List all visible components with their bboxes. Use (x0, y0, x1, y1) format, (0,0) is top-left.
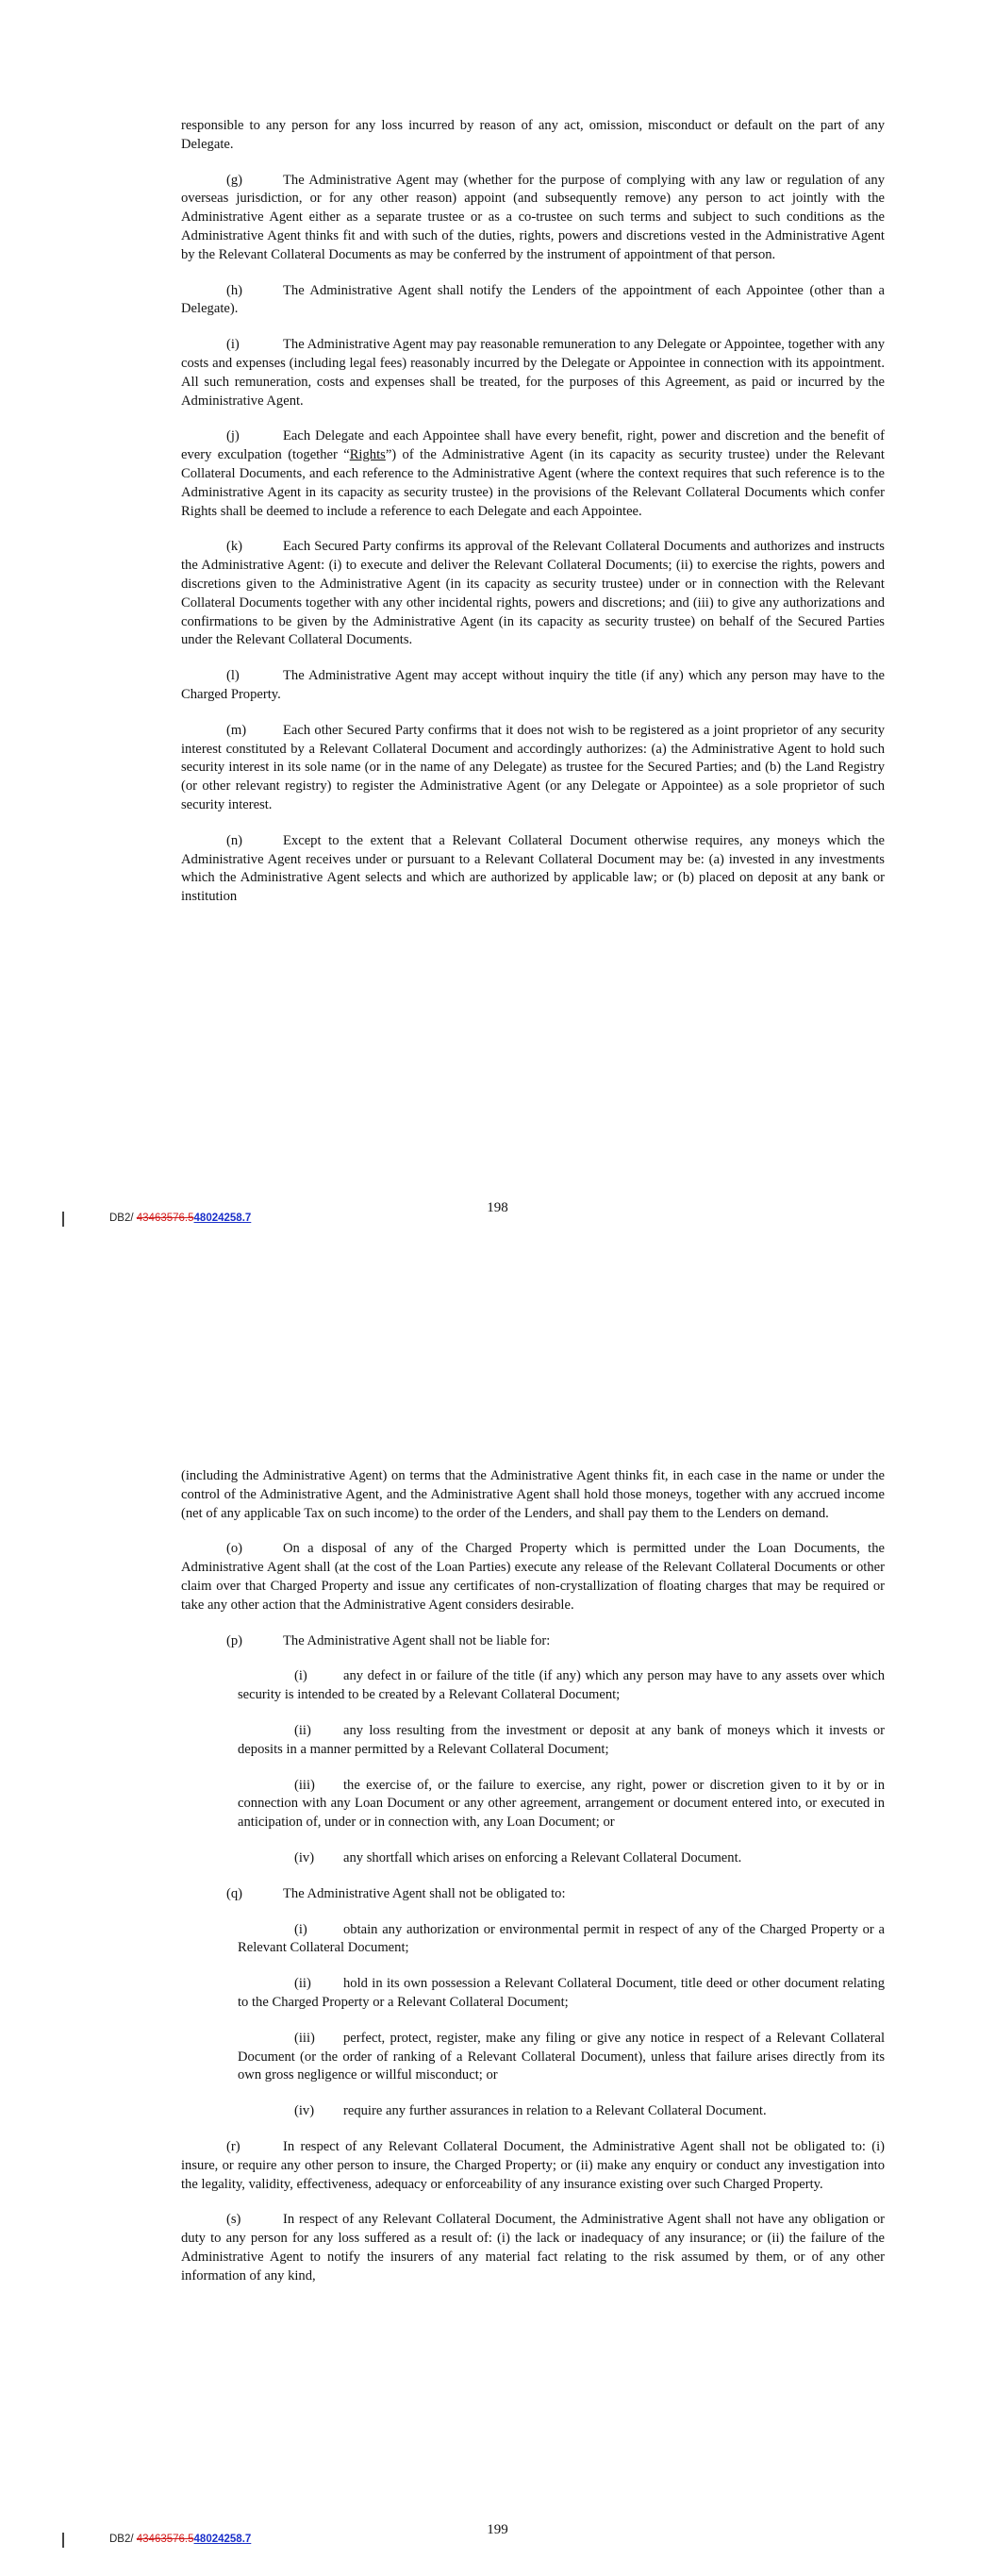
paragraph-q-iv (181, 2102, 885, 2121)
doc-id-old: 43463576.5 (136, 1213, 194, 1224)
paragraph-q-ii (181, 1975, 885, 2013)
paragraph-h (181, 282, 885, 320)
clause-text: The Administrative Agent may accept without inquiry the title (if any) which any person may have to the Charged Property. (181, 668, 885, 702)
paragraph-q-iii (181, 2030, 885, 2085)
subclause-text: any defect in or failure of the title (if any) which any person may have to any assets over which security is intended to be created by a Relevant Collateral Document; (238, 1668, 885, 1703)
paragraph-continuation: (including the Administrative Agent) on terms that the Administrative Agent thinks fit, in each case in the name or under the control of the Administrative Agent, and the Administrative Agent shall hold those moneys, together with any accrued income (net of any applicable Tax on such income) to the order of the Lenders, and shall pay them to the Lenders on demand. (181, 1468, 885, 1521)
clause-text: Except to the extent that a Relevant Collateral Document otherwise requires, any moneys which the Administrative Agent receives under or pursuant to a Relevant Collateral Document may be: (a) invested in any investments which the Administrative Agent selects and which are authorized by applicable law; or (b) placed on deposit at any bank or institution (181, 832, 885, 905)
paragraph-o (181, 1540, 885, 1614)
paragraph-q (181, 1885, 885, 1904)
subclause-label: (ii) (294, 1976, 311, 1992)
clause-label: (g) (226, 172, 243, 188)
clause-text: On a disposal of any of the Charged Property which is permitted under the Loan Documents, the Administrative Agent shall (at the cost of the Loan Parties) execute any release of the Relevant Collateral Documents or other claim over that Charged Property and issue any certificates of non-crystallization of floating charges that may be required or take any other action that the Administrative Agent considers desirable. (181, 1541, 885, 1613)
defined-term-rights: Rights (349, 447, 386, 463)
paragraph-p-ii (181, 1722, 885, 1760)
subclause-label: (ii) (294, 1722, 311, 1738)
page-body (181, 117, 885, 924)
paragraph-i (181, 336, 885, 410)
doc-id-new: 48024258.7 (193, 2534, 252, 2545)
doc-id-prefix: DB2/ (109, 1213, 137, 1224)
clause-label: (h) (226, 282, 243, 298)
clause-text: Each Delegate and each Appointee shall have every benefit, right, power and discretion and the benefit of every exculpation (together “ (181, 428, 885, 463)
subclause-text: require any further assurances in relation to a Relevant Collateral Document. (343, 2103, 767, 2119)
clause-label: (n) (226, 832, 243, 848)
subclause-text: any loss resulting from the investment or deposit at any bank of moneys which it invests or deposits in a manner permitted by a Relevant Collateral Document; (238, 1722, 885, 1757)
subclause-text: obtain any authorization or environmental permit in respect of any of the Charged Property or a Relevant Collateral Document; (238, 1921, 885, 1956)
clause-label: (k) (226, 539, 243, 555)
paragraph-p-i (181, 1667, 885, 1705)
paragraph-l (181, 667, 885, 705)
clause-label: (q) (226, 1885, 243, 1901)
paragraph-k (181, 538, 885, 650)
subclause-label: (iv) (294, 1849, 315, 1865)
clause-text: The Administrative Agent may (whether for the purpose of complying with any law or regulation of any overseas jurisdiction, or for any other reason) appoint (and subsequently remove) any person to act jointly with the Administrative Agent either as a separate trustee or as a co-trustee on such terms and subject to such conditions as the Administrative Agent thinks fit and with such of the duties, rights, powers and discretions vested in the Administrative Agent by the Relevant Collateral Documents as may be conferred by the instrument of appointment of that person. (181, 172, 885, 262)
subclause-label: (iv) (294, 2103, 315, 2119)
clause-text: ”) of the Administrative Agent (in its capacity as security trustee) under the Relevant Collateral Documents, and each reference to the Administrative Agent (where the context requires that such reference is to the Administrative Agent in its capacity as security trustee) in the provisions of the Relevant Collateral Documents which confer Rights shall be deemed to include a reference to each Delegate and each Appointee. (181, 447, 885, 519)
subclause-label: (iii) (294, 2030, 315, 2046)
clause-label: (j) (226, 428, 240, 444)
paragraph-n (181, 832, 885, 907)
paragraph-p-iv (181, 1849, 885, 1868)
clause-label: (p) (226, 1632, 243, 1648)
clause-text: Each Secured Party confirms its approval of the Relevant Collateral Documents and authorizes and instructs the Administrative Agent: (i) to execute and deliver the Relevant Collateral Documents; (ii) to exercise the rights, powers and discretions given to the Administrative Agent (in its capacity as security trustee) under or in connection with the Relevant Collateral Documents together with any other incidental rights, powers and discretions; and (iii) to give any authorizations and confirmations to be given by the Administrative Agent (in its capacity as security trustee) on behalf of the Secured Parties under the Relevant Collateral Documents. (181, 539, 885, 648)
subclause-text: any shortfall which arises on enforcing a Relevant Collateral Document. (343, 1849, 742, 1865)
subclause-label: (i) (294, 1668, 307, 1684)
clause-label: (m) (226, 722, 247, 738)
clause-label: (l) (226, 668, 240, 684)
document-page-199 (0, 1288, 995, 2576)
subclause-text: the exercise of, or the failure to exercise, any right, power or discretion given to it by or in connection with any Loan Document or any other agreement, arrangement or document entered into, or executed in anticipation of, under or in connection with, any Loan Document; or (238, 1777, 885, 1831)
clause-text: The Administrative Agent shall notify the Lenders of the appointment of each Appointee (other than a Delegate). (181, 282, 885, 317)
page-number: 199 (487, 2522, 508, 2537)
doc-id-prefix: DB2/ (109, 2534, 137, 2545)
paragraph-g (181, 172, 885, 265)
clause-text: The Administrative Agent shall not be liable for: (283, 1632, 551, 1648)
paragraph-m (181, 722, 885, 815)
clause-label: (s) (226, 2212, 241, 2228)
clause-text: Each other Secured Party confirms that it does not wish to be registered as a joint proprietor of any security interest constituted by a Relevant Collateral Document and accordingly authorizes: (a) the Administrative Agent to hold such security interest in its sole name (or in the name of any Delegate) as trustee for the Secured Parties; and (b) the Land Registry (or other relevant registry) to register the Administrative Agent (or any Delegate or Appointee) as a sole proprietor of such security interest. (181, 722, 885, 812)
clause-text: In respect of any Relevant Collateral Document, the Administrative Agent shall not have any obligation or duty to any person for any loss suffered as a result of: (i) the lack or inadequacy of any insurance; or (ii) the failure of the Administrative Agent to notify the insurers of any material fact relating to the risk assumed by them, or of any other information of any kind, (181, 2212, 885, 2283)
paragraph-s (181, 2211, 885, 2285)
subclause-label: (i) (294, 1921, 307, 1937)
doc-id-old: 43463576.5 (136, 2534, 194, 2545)
clause-text: The Administrative Agent may pay reasonable remuneration to any Delegate or Appointee, together with any costs and expenses (including legal fees) reasonably incurred by the Delegate or Appointee in connection with its appointment. All such remuneration, costs and expenses shall be treated, for the purposes of this Agreement, as paid or incurred by the Administrative Agent. (181, 337, 885, 409)
clause-text: In respect of any Relevant Collateral Document, the Administrative Agent shall not be obligated to: (i) insure, or require any other person to insure, the Charged Property; or (ii) make any enquiry or conduct any investigation into the legality, validity, effectiveness, adequacy or enforceability of any insurance existing over such Charged Property. (181, 2138, 885, 2192)
subclause-text: hold in its own possession a Relevant Collateral Document, title deed or other document relating to the Charged Property or a Relevant Collateral Document; (238, 1976, 885, 2010)
page-body (181, 1467, 885, 2303)
subclause-label: (iii) (294, 1777, 315, 1793)
paragraph-p (181, 1632, 885, 1651)
doc-id-new: 48024258.7 (193, 1213, 252, 1224)
clause-label: (r) (226, 2138, 240, 2154)
page-number: 198 (487, 1200, 508, 1215)
clause-text: The Administrative Agent shall not be obligated to: (283, 1885, 566, 1901)
paragraph-continuation: responsible to any person for any loss incurred by reason of any act, omission, misconduct or default on the part of any Delegate. (181, 118, 885, 152)
paragraph-j (181, 427, 885, 521)
paragraph-p-iii (181, 1777, 885, 1832)
clause-label: (i) (226, 337, 240, 353)
subclause-text: perfect, protect, register, make any filing or give any notice in respect of a Relevant Collateral Document (or the order of ranking of a Relevant Collateral Document), unless that failure arises directly from its own gross negligence or willful misconduct; or (238, 2030, 885, 2083)
clause-label: (o) (226, 1541, 243, 1557)
paragraph-r (181, 2138, 885, 2194)
paragraph-q-i (181, 1921, 885, 1959)
